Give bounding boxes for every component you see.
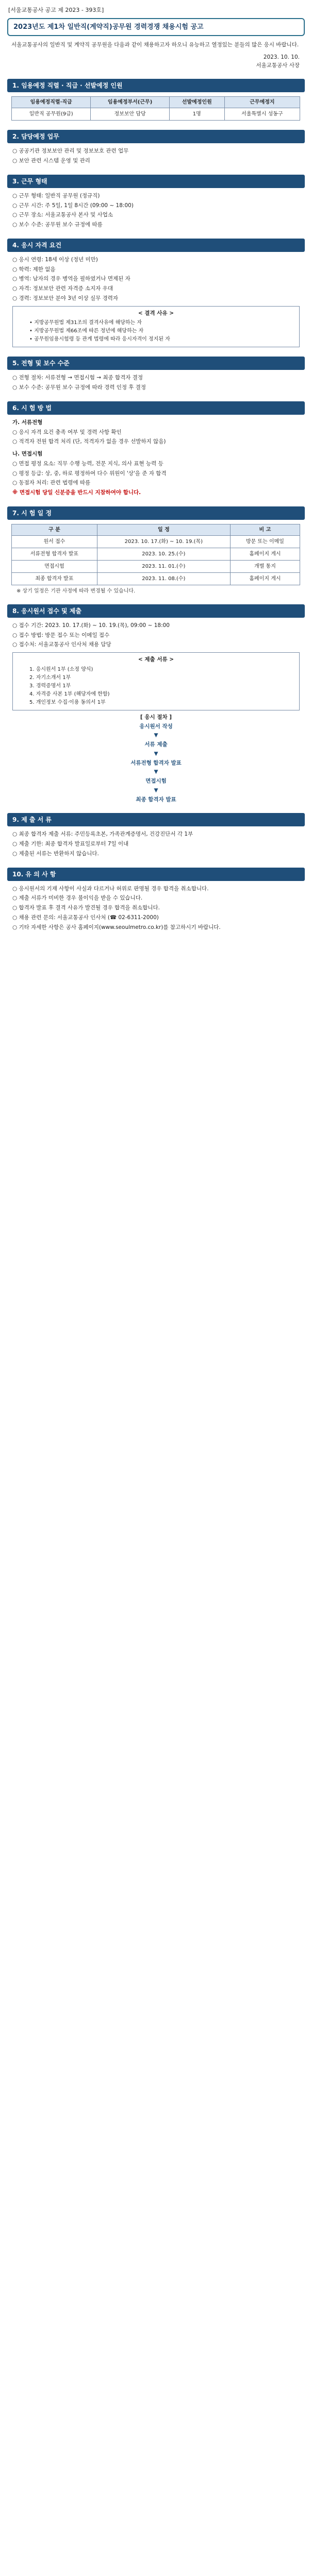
document-item: 2. 자기소개서 1부 xyxy=(29,674,71,681)
table-cell: 원서 접수 xyxy=(12,535,97,548)
table-header-cell: 구 분 xyxy=(12,524,97,535)
disqualification-box xyxy=(12,306,300,348)
section-title-3: 3. 근무 형태 xyxy=(7,175,305,188)
qualification-line: ○ 응시 연령: 18세 이상 (정년 미만) xyxy=(12,256,98,263)
section-title-10: 10. 유 의 사 항 xyxy=(7,868,305,881)
documents-box xyxy=(12,652,300,710)
table-cell: 2023. 10. 25.(수) xyxy=(97,548,230,560)
table-cell: 정보보안 담당 xyxy=(91,108,169,121)
table-row xyxy=(12,560,300,572)
table-cell: 서류전형 합격자 발표 xyxy=(12,548,97,560)
section-title-2: 2. 담당예정 업무 xyxy=(7,130,305,143)
caution-line: ○ 기타 자세한 사항은 공사 홈페이지(www.seoulmetro.co.kr)를 참고하시기 바랍니다. xyxy=(12,924,221,930)
qualification-line: ○ 경력: 정보보안 분야 3년 이상 실무 경력자 xyxy=(12,295,119,301)
table-row xyxy=(12,108,300,121)
table-header-row xyxy=(12,524,300,535)
caution-line: ○ 합격자 발표 후 결격 사유가 발견될 경우 합격을 취소합니다. xyxy=(12,905,160,911)
table-cell: 일반직 공무원(9급) xyxy=(12,108,91,121)
caution-line: ○ 제출 서류가 미비한 경우 불이익을 받을 수 있습니다. xyxy=(12,895,143,902)
table-header-row xyxy=(12,97,300,108)
disqualification-item: • 공무원임용시험령 등 관계 법령에 따라 응시자격이 정지된 자 xyxy=(29,336,170,343)
caution-line: ○ 채용 관련 문의: 서울교통공사 인사처 (☎ 02-6311-2000) xyxy=(12,914,159,921)
work-line: ○ 근무 형태: 일반직 공무원 (정규직) xyxy=(12,192,100,199)
section-title-4: 4. 응시 자격 요건 xyxy=(7,239,305,252)
qualification-line: ○ 자격: 정보보안 관련 자격증 소지자 우대 xyxy=(12,285,113,292)
recruit-table xyxy=(11,96,300,121)
flow-step: 면접시험 xyxy=(145,778,167,784)
exam-line: ○ 적격자 전원 합격 처리 (단, 적격자가 없을 경우 선발하지 않음) xyxy=(12,438,166,445)
table-header-cell: 임용예정직렬·직급 xyxy=(12,97,91,108)
application-line: ○ 접수 방법: 방문 접수 또는 이메일 접수 xyxy=(12,632,110,638)
table-cell: 2023. 11. 08.(수) xyxy=(97,572,230,585)
flow-step: 서류전형 합격자 발표 xyxy=(130,759,182,766)
subsection-title: 가. 서류전형 xyxy=(12,419,43,426)
work-line: ○ 보수 수준: 공무원 보수 규정에 따름 xyxy=(12,222,103,228)
table-row xyxy=(12,535,300,548)
flow-arrow: ▼ xyxy=(154,769,158,775)
exam-line: ○ 평정 등급: 상, 중, 하로 평정하여 다수 위원이 '상'을 준 자 합격 xyxy=(12,470,167,477)
flow-arrow: ▼ xyxy=(154,787,158,793)
section-title-7: 7. 시 험 일 정 xyxy=(7,506,305,520)
table-header-cell: 근무예정지 xyxy=(224,97,300,108)
document-item: 3. 경력증명서 1부 xyxy=(29,683,71,689)
application-line: ○ 접수 기간: 2023. 10. 17.(화) ~ 10. 19.(목), 09:00 ~ 18:00 xyxy=(12,622,170,629)
application-line: ○ 접수처: 서울교통공사 인사처 채용 담당 xyxy=(12,641,111,648)
exam-line: ○ 면접 평정 요소: 직무 수행 능력, 전문 지식, 의사 표현 능력 등 xyxy=(12,460,163,467)
table-cell: 방문 또는 이메일 xyxy=(230,535,300,548)
table-cell: 2023. 10. 17.(화) ~ 10. 19.(목) xyxy=(97,535,230,548)
title-box xyxy=(7,18,305,37)
section-title-9: 9. 제 출 서 류 xyxy=(7,813,305,826)
exam-line: ○ 응시 자격 요건 충족 여부 및 경력 사항 확인 xyxy=(12,429,122,435)
section-title-8: 8. 응시원서 접수 및 제출 xyxy=(7,604,305,618)
notice-organization: 서울교통공사 사장 xyxy=(256,62,300,69)
emphasis-note: ※ 면접시험 당일 신분증을 반드시 지참하여야 합니다. xyxy=(12,489,141,496)
section-title-1: 1. 임용예정 직렬 · 직급 · 선발예정 인원 xyxy=(7,79,305,92)
disqualification-title: < 결격 사유 > xyxy=(138,310,174,316)
submission-line: ○ 제출된 서류는 반환하지 않습니다. xyxy=(12,850,99,857)
intro-text: 서울교통공사의 일반직 및 계약직 공무원을 다음과 같이 채용하고자 하오니 유능하고 열정있는 분들의 많은 응시 바랍니다. xyxy=(11,42,299,48)
qualification-line: ○ 병역: 남자의 경우 병역을 필하였거나 면제된 자 xyxy=(12,276,130,282)
page-title: 2023년도 제1차 일반직(계약직)공무원 경력경쟁 채용시험 공고 xyxy=(13,23,204,31)
section-title-5: 5. 전형 및 보수 수준 xyxy=(7,357,305,370)
document-item: 1. 응시원서 1부 (소정 양식) xyxy=(29,666,93,672)
subsection-title: 나. 면접시험 xyxy=(12,451,43,457)
table-cell: 면접시험 xyxy=(12,560,97,572)
qualification-line: ○ 학력: 제한 없음 xyxy=(12,266,56,273)
section-title-6: 6. 시 험 방 법 xyxy=(7,401,305,415)
table-header-cell: 비 고 xyxy=(230,524,300,535)
selection-line: ○ 전형 절차: 서류전형 → 면접시험 → 최종 합격자 결정 xyxy=(12,375,143,381)
table-cell: 서울특별시 성동구 xyxy=(224,108,300,121)
table-row xyxy=(12,572,300,585)
table-cell: 홈페이지 게시 xyxy=(230,572,300,585)
work-line: ○ 근무 장소: 서울교통공사 본사 및 사업소 xyxy=(12,212,113,218)
disqualification-item: • 지방공무원법 제66조에 따른 정년에 해당하는 자 xyxy=(29,328,144,334)
table-cell: 2023. 11. 01.(수) xyxy=(97,560,230,572)
table-cell: 1명 xyxy=(169,108,224,121)
flow-arrow: ▼ xyxy=(154,732,158,739)
flow-step: 최종 합격자 발표 xyxy=(136,796,176,803)
announcement-page xyxy=(5,0,307,943)
notice-number: [서울교통공사 공고 제 2023 - 393호] xyxy=(8,7,104,13)
table-cell: 홈페이지 게시 xyxy=(230,548,300,560)
table-header-cell: 선발예정인원 xyxy=(169,97,224,108)
duty-line: ○ 공공기관 정보보안 관리 및 정보보호 관련 업무 xyxy=(12,148,129,155)
table-cell: 최종 합격자 발표 xyxy=(12,572,97,585)
flow-title: [ 응시 절차 ] xyxy=(140,714,172,720)
work-line: ○ 근무 시간: 주 5일, 1일 8시간 (09:00 ~ 18:00) xyxy=(12,202,134,209)
flow-step: 서류 제출 xyxy=(144,741,168,748)
document-item: 5. 개인정보 수집·이용 동의서 1부 xyxy=(29,699,106,705)
schedule-table xyxy=(11,524,300,585)
notice-date: 2023. 10. 10. xyxy=(263,54,300,60)
document-item: 4. 자격증 사본 1부 (해당자에 한함) xyxy=(29,691,110,697)
table-header-cell: 일 정 xyxy=(97,524,230,535)
flow-arrow: ▼ xyxy=(154,750,158,757)
table-cell: 개별 통지 xyxy=(230,560,300,572)
submission-line: ○ 제출 기한: 최종 합격자 발표일로부터 7일 이내 xyxy=(12,841,129,847)
table-header-cell: 임용예정부서(근무) xyxy=(91,97,169,108)
schedule-note: ※ 상기 일정은 기관 사정에 따라 변경될 수 있습니다. xyxy=(17,588,136,594)
disqualification-item: • 지방공무원법 제31조의 결격사유에 해당하는 자 xyxy=(29,320,142,326)
selection-line: ○ 보수 수준: 공무원 보수 규정에 따라 경력 인정 후 결정 xyxy=(12,384,146,391)
submission-line: ○ 최종 합격자 제출 서류: 주민등록초본, 가족관계증명서, 건강진단서 각 1부 xyxy=(12,831,193,838)
table-row xyxy=(12,548,300,560)
exam-line: ○ 동점자 처리: 관련 법령에 따름 xyxy=(12,480,91,486)
flow-step: 응시원서 작성 xyxy=(139,723,173,730)
caution-line: ○ 응시원서의 기재 사항이 사실과 다르거나 허위로 판명될 경우 합격을 취소합니다. xyxy=(12,885,209,892)
duty-line: ○ 보안 관련 시스템 운영 및 관리 xyxy=(12,158,90,164)
documents-title: < 제출 서류 > xyxy=(138,656,174,663)
